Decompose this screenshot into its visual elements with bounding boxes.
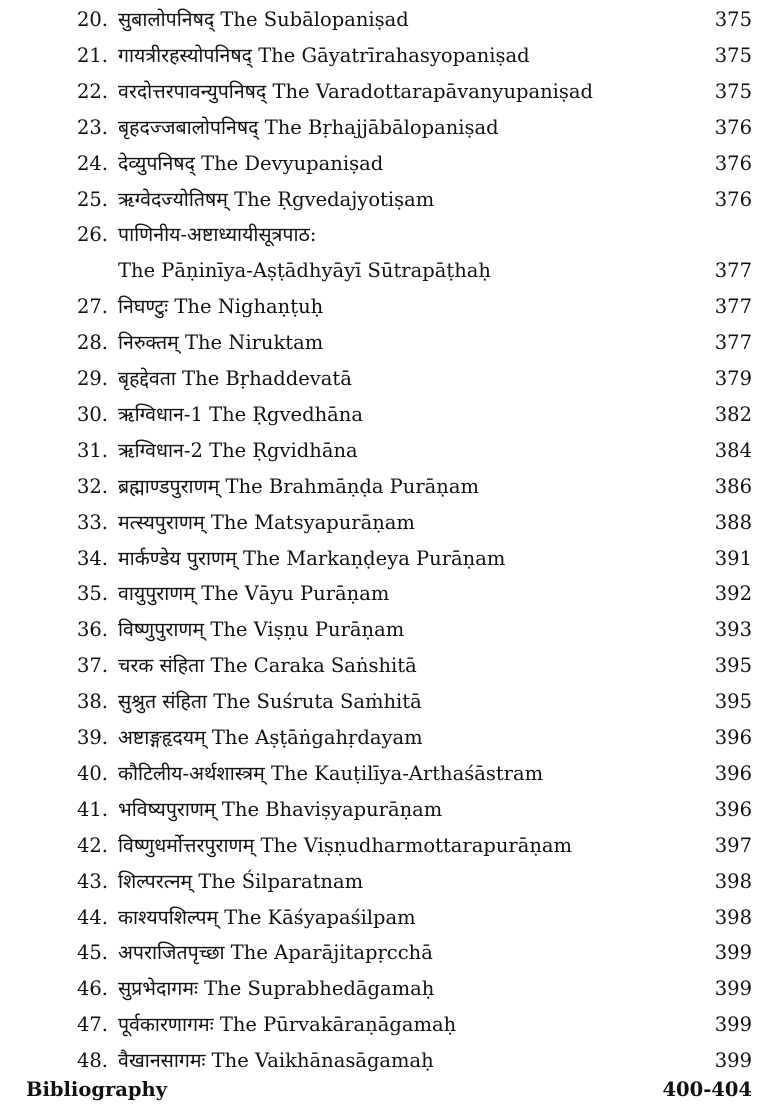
entry-number: 31. (76, 438, 108, 462)
entry-title: मत्स्यपुराणम् The Matsyapurāṇam (118, 510, 415, 534)
entry-title: ऋग्वेदज्योतिषम् The Ṛgvedajyotiṣam (118, 187, 435, 211)
toc-entry[interactable] (0, 648, 780, 684)
entry-page: 375 (714, 43, 752, 67)
entry-number: 29. (76, 367, 108, 390)
entry-title: वरदोत्तरपावन्युपनिषद् The Varadottarapāvanyupaniṣad (118, 79, 594, 103)
entry-title: अपराजितपृच्छा The Aparājitapṛcchā (118, 941, 433, 965)
entry-number: 24. (76, 151, 108, 175)
entry-title: विष्णुपुराणम् The Viṣṇu Purāṇam (118, 618, 405, 642)
entry-number: 41. (76, 797, 108, 821)
entry-number: 27. (76, 295, 108, 319)
entry-number: 38. (76, 690, 108, 714)
entry-number: 45. (76, 941, 108, 965)
entry-page: 377 (714, 331, 752, 355)
entry-title: The Pāṇinīya-Aṣṭādhyāyī Sūtrapāṭhaḥ (118, 259, 491, 283)
entry-title: अष्टाङ्गहृदयम् The Aṣṭāṅgahṛdayam (118, 726, 423, 749)
toc-entry[interactable] (0, 2, 780, 38)
entry-title: सुप्रभेदागमः The Suprabhedāgamaḥ (118, 977, 435, 1001)
entry-title: देव्युपनिषद् The Devyupaniṣad (118, 151, 384, 175)
entry-title: सुश्रुत संहिता The Suśruta Saṁhitā (118, 690, 422, 714)
entry-title: कौटिलीय-अर्थशास्त्रम् The Kauṭilīya-Arthaśāstram (118, 761, 544, 785)
entry-title: सुबालोपनिषद् The Subālopaniṣad (118, 8, 409, 31)
entry-number: 21. (76, 43, 108, 67)
toc-entry[interactable] (0, 612, 780, 648)
entry-title: ऋग्विधान-2 The Ṛgvidhāna (118, 438, 358, 462)
entry-title: निरुक्तम् The Niruktam (118, 331, 324, 355)
entry-number: 42. (76, 833, 108, 857)
entry-page: 395 (714, 690, 752, 714)
entry-page: 376 (714, 115, 752, 139)
toc-entry[interactable] (0, 720, 780, 756)
entry-page: 384 (714, 438, 752, 462)
bibliography-label: Bibliography (26, 1078, 168, 1101)
entry-number: 48. (76, 1049, 108, 1073)
bibliography-pages: 400-404 (662, 1078, 752, 1101)
entry-number: 32. (76, 474, 108, 498)
entry-page: 391 (714, 546, 752, 570)
toc-entry[interactable] (0, 397, 780, 433)
entry-number: 30. (76, 402, 108, 426)
entry-page: 382 (714, 402, 752, 426)
entry-page: 375 (714, 8, 752, 31)
entry-number: 47. (76, 1013, 108, 1037)
entry-page: 396 (714, 761, 752, 785)
toc-entry[interactable] (0, 900, 780, 936)
toc-entry[interactable] (0, 146, 780, 182)
entry-title: बृहदज्जबालोपनिषद् The Bṛhajjābālopaniṣad (118, 115, 499, 139)
toc-entry[interactable] (0, 864, 780, 900)
entry-page: 377 (714, 295, 752, 319)
entry-page: 396 (714, 726, 752, 749)
toc-entry[interactable] (0, 253, 780, 289)
entry-title: पाणिनीय-अष्टाध्यायीसूत्रपाठ: (118, 223, 317, 247)
toc-entry[interactable] (0, 289, 780, 325)
entry-page: 395 (714, 654, 752, 678)
entry-number: 43. (76, 869, 108, 893)
entry-title: पूर्वकारणागमः The Pūrvakāraṇāgamaḥ (118, 1013, 457, 1037)
entry-page: 393 (714, 618, 752, 642)
entry-title: निघण्टुः The Nighaṇṭuḥ (118, 295, 324, 319)
toc-entry[interactable] (0, 576, 780, 612)
entry-title: ऋग्विधान-1 The Ṛgvedhāna (118, 402, 363, 426)
entry-page: 375 (714, 79, 752, 103)
entry-number: 40. (76, 761, 108, 785)
entry-page: 376 (714, 187, 752, 211)
entry-number: 46. (76, 977, 108, 1001)
entry-page: 386 (714, 474, 752, 498)
toc-entry[interactable] (0, 684, 780, 720)
toc-entry[interactable] (0, 38, 780, 74)
toc-entry[interactable] (0, 110, 780, 146)
entry-number: 28. (76, 331, 108, 355)
toc-entry[interactable] (0, 541, 780, 577)
toc-entry[interactable] (0, 74, 780, 110)
entry-page: 396 (714, 797, 752, 821)
entry-page: 398 (714, 869, 752, 893)
entry-page: 399 (714, 941, 752, 965)
entry-page: 397 (714, 833, 752, 857)
entry-number: 39. (76, 726, 108, 749)
entry-number: 25. (76, 187, 108, 211)
toc-entry[interactable] (0, 469, 780, 505)
toc-entry[interactable] (0, 217, 780, 253)
bibliography-entry[interactable] (0, 1072, 780, 1108)
entry-number: 34. (76, 546, 108, 570)
entry-title: वैखानसागमः The Vaikhānasāgamaḥ (118, 1049, 434, 1073)
toc-entry[interactable] (0, 792, 780, 828)
entry-number: 23. (76, 115, 108, 139)
entry-number: 36. (76, 618, 108, 642)
toc-entry[interactable] (0, 505, 780, 541)
entry-page: 398 (714, 905, 752, 929)
toc-entry[interactable] (0, 1007, 780, 1043)
entry-title: मार्कण्डेय पुराणम् The Markaṇḍeya Purāṇam (118, 546, 506, 570)
entry-number: 20. (76, 8, 108, 31)
entry-title: चरक संहिता The Caraka Saṅshitā (118, 654, 417, 678)
toc-entry[interactable] (0, 325, 780, 361)
entry-page: 399 (714, 1013, 752, 1037)
entry-title: वायुपुराणम् The Vāyu Purāṇam (118, 582, 390, 606)
entry-title: बृहद्देवता The Bṛhaddevatā (118, 367, 352, 390)
entry-title: शिल्परत्नम् The Śilparatnam (118, 869, 364, 893)
entry-page: 377 (714, 259, 752, 283)
toc-entry[interactable] (0, 971, 780, 1007)
entry-page: 392 (714, 582, 752, 606)
entry-number: 26. (76, 223, 108, 247)
entry-number: 33. (76, 510, 108, 534)
entry-number: 22. (76, 79, 108, 103)
toc-entry[interactable] (0, 361, 780, 397)
entry-title: ब्रह्माण्डपुराणम् The Brahmāṇḍa Purāṇam (118, 474, 479, 498)
toc-entry[interactable] (0, 828, 780, 864)
entry-page: 379 (714, 367, 752, 390)
entry-title: गायत्रीरहस्योपनिषद् The Gāyatrīrahasyopaniṣad (118, 43, 530, 67)
entry-number: 37. (76, 654, 108, 678)
toc-entry[interactable] (0, 182, 780, 218)
entry-number: 44. (76, 905, 108, 929)
entry-page: 399 (714, 977, 752, 1001)
entry-page: 388 (714, 510, 752, 534)
toc-entry[interactable] (0, 935, 780, 971)
entry-title: काश्यपशिल्पम् The Kāśyapaśilpam (118, 905, 416, 929)
toc-entry[interactable] (0, 756, 780, 792)
entry-page: 376 (714, 151, 752, 175)
entry-page: 399 (714, 1049, 752, 1073)
entry-title: विष्णुधर्मोत्तरपुराणम् The Viṣṇudharmottarapurāṇam (118, 833, 573, 857)
entry-number: 35. (76, 582, 108, 606)
entry-title: भविष्यपुराणम् The Bhaviṣyapurāṇam (118, 797, 443, 821)
toc-entry[interactable] (0, 433, 780, 469)
